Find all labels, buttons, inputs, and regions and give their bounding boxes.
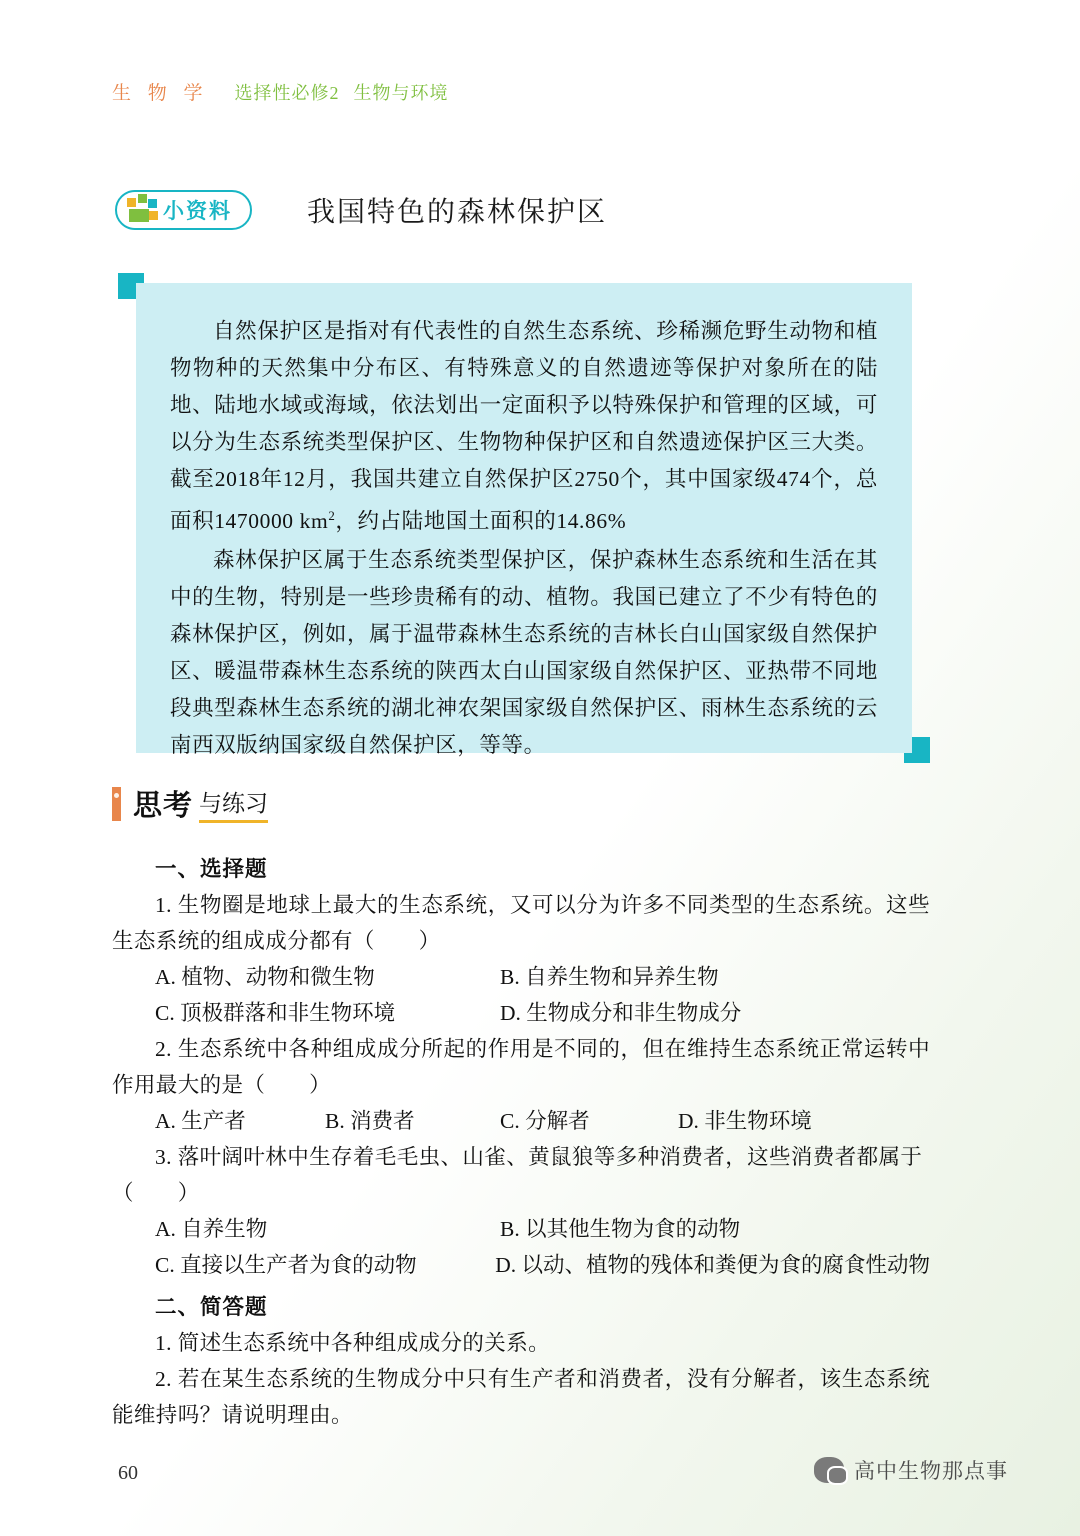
question-1-option-d: D. 生物成分和非生物成分	[500, 1001, 742, 1025]
question-3-option-b: B. 以其他生物为食的动物	[500, 1217, 741, 1241]
question-2-option-a: A. 生产者	[155, 1109, 246, 1133]
page-number: 60	[118, 1462, 138, 1484]
header-course	[235, 79, 449, 105]
question-3-continuation: （ ）	[112, 1181, 200, 1205]
header-course-title: 生物与环境	[353, 83, 449, 103]
question-3-options-row-2	[112, 1247, 930, 1283]
question-1-option-a: A. 植物、动物和微生物	[155, 965, 375, 989]
exercise-list	[112, 845, 930, 1433]
info-badge-label: 小资料	[163, 200, 232, 223]
wechat-watermark	[814, 1455, 1008, 1485]
info-paragraph-1: 自然保护区是指对有代表性的自然生态系统、珍稀濒危野生动物和植物物种的天然集中分布区、有特殊意义的自然遗迹等保护对象所在的陆地、陆地水域或海域，依法划出一定面积予以特殊保护和管理的区域，可以分为生态系统类型保护区、生物物种保护区和自然遗迹保护区三大类。截至2018年12月，我国共建立自然保护区2750个，其中国家级474个，总面积1470000 $km^2$，约占陆地国土面积的14.86%	[170, 319, 878, 534]
info-box-header	[115, 190, 607, 230]
wechat-icon	[814, 1457, 844, 1483]
info-box-wrapper	[118, 273, 930, 763]
wechat-account-name: 高中生物那点事	[854, 1460, 1008, 1483]
section-title-sub: 与练习	[199, 785, 268, 823]
section-title-main: 思考	[133, 790, 194, 822]
exercise-section-header	[112, 783, 268, 824]
info-box-body	[136, 283, 912, 758]
question-3: 3. 落叶阔叶林中生存着毛毛虫、山雀、黄鼠狼等多种消费者，这些消费者都属于	[155, 1145, 923, 1169]
header-subject: 生 物 学	[112, 83, 209, 104]
question-1-options-row-2	[112, 995, 930, 1031]
short-question-2: 2. 若在某生态系统的生物成分中只有生产者和消费者，没有分解者，该生态系统能维持吗？请说明理由。	[112, 1367, 930, 1427]
question-3-option-a: A. 自养生物	[155, 1217, 268, 1241]
question-3-option-c: C. 直接以生产者为食的动物	[155, 1253, 417, 1277]
question-2-options-row	[112, 1103, 930, 1139]
question-1-option-b: B. 自养生物和异养生物	[500, 965, 719, 989]
question-1-option-c: C. 顶极群落和非生物环境	[155, 1001, 396, 1025]
puzzle-blocks-icon	[125, 194, 159, 226]
question-3-option-d: D. 以动、植物的残体和粪便为食的腐食性动物	[495, 1253, 930, 1277]
header-course-number: 选择性必修2	[234, 83, 340, 103]
question-1-options-row-1	[112, 959, 930, 995]
exercise-part1-heading: 一、选择题	[155, 857, 268, 881]
question-2-option-c: C. 分解者	[500, 1109, 590, 1133]
running-head	[112, 78, 449, 105]
question-3-options-row-1	[112, 1211, 930, 1247]
question-1: 1. 生物圈是地球上最大的生态系统，又可以分为许多不同类型的生态系统。这些生态系统的组成成分都有（ ）	[112, 893, 930, 953]
short-question-1: 1. 简述生态系统中各种组成成分的关系。	[155, 1331, 551, 1355]
info-box-title: 我国特色的森林保护区	[307, 197, 608, 228]
exercise-part2-heading: 二、简答题	[155, 1295, 268, 1319]
question-2-option-b: B. 消费者	[325, 1109, 415, 1133]
question-2-option-d: D. 非生物环境	[678, 1109, 812, 1133]
question-2: 2. 生态系统中各种组成成分所起的作用是不同的，但在维持生态系统正常运转中作用最大的是（ ）	[112, 1037, 930, 1097]
info-paragraph-2: 森林保护区属于生态系统类型保护区，保护森林生态系统和生活在其中的生物，特别是一些珍贵稀有的动、植物。我国已建立了不少有特色的森林保护区，例如，属于温带森林生态系统的吉林长白山国家级自然保护区、暖温带森林生态系统的陕西太白山国家级自然保护区、亚热带不同地段典型森林生态系统的湖北神农架国家级自然保护区、雨林生态系统的云南西双版纳国家级自然保护区，等等。	[170, 548, 878, 758]
info-badge	[115, 190, 252, 230]
section-marker-icon	[112, 787, 121, 821]
